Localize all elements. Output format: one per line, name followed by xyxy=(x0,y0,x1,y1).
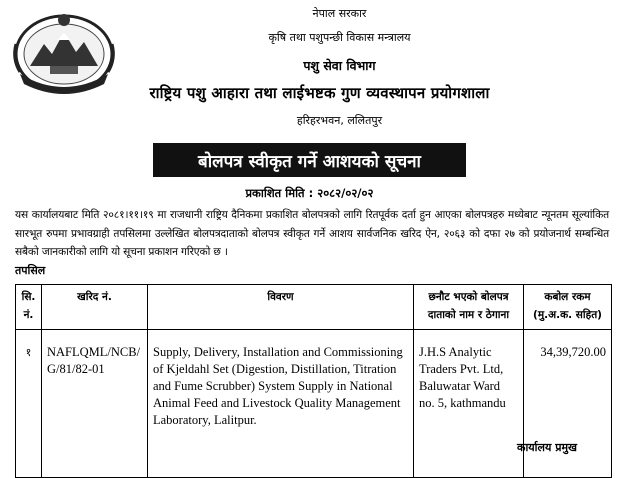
office-address: हरिहरभवन, ललितपुर xyxy=(296,114,383,127)
government-name: नेपाल सरकार xyxy=(312,7,367,20)
notice-title-banner xyxy=(153,143,466,177)
laboratory-name: राष्ट्रिय पशु आहारा तथा लाईभष्टक गुण व्यवस्थापन प्रयोगशाला xyxy=(149,84,490,102)
header-description: विवरण xyxy=(148,285,414,330)
ministry-name: कृषि तथा पशुपन्छी विकास मन्त्रालय xyxy=(268,31,411,44)
header-sn: सि. नं. xyxy=(16,285,42,330)
header-procurement-no: खरिद नं. xyxy=(42,285,148,330)
published-date: प्रकाशित मिति : २०८२/०२/०२ xyxy=(245,186,374,200)
cell-procurement-no: NAFLQML/NCB/G/81/82-01 xyxy=(42,330,148,478)
signature-label: कार्यालय प्रमुख xyxy=(517,441,578,454)
table-row xyxy=(16,330,612,478)
header-amount: कबोल रकम (मु.अ.क. सहित) xyxy=(524,285,612,330)
cell-description: Supply, Delivery, Installation and Commissioning of Kjeldahl Set (Digestion, Distillation, Titration and Fume Scrubber) System Supply in National Animal Feed and Livestock Quality Management Laboratory, Lalitpur. xyxy=(148,330,414,478)
cell-sn: १ xyxy=(16,330,42,478)
cell-amount: 34,39,720.00 xyxy=(524,330,612,478)
table-header-row xyxy=(16,285,612,330)
header-bidder: छनौट भएको बोलपत्र दाताको नाम र ठेगाना xyxy=(414,285,524,330)
notice-body: यस कार्यालयबाट मिति २०८१।११।१९ मा राजधानी राष्ट्रिय दैनिकमा प्रकाशित बोलपत्रको लागि रितपूर्वक दर्ता हुन आएका बोलपत्रहरु मध्येबाट न्यूनतम सूल्यांकित सारभूत रुपमा प्रभावग्राही तपसिलमा उल्लेखित बोलपत्रदाताको बोलपत्र स्वीकृत गर्ने आशय सार्वजनिक खरिद ऐन, २०६३ को दफा २७ को प्रयोजनार्थ सम्बन्धित सबैको जानकारीको लागि यो सूचना प्रकाशन गरिएको छ । xyxy=(15,209,609,258)
notice-title: बोलपत्र स्वीकृत गर्ने आशयको सूचना xyxy=(198,151,421,172)
department-name: पशु सेवा विभाग xyxy=(303,58,376,73)
cell-bidder: J.H.S Analytic Traders Pvt. Ltd, Baluwatar Ward no. 5, kathmandu xyxy=(414,330,524,478)
schedule-label: तपसिल xyxy=(15,264,46,277)
